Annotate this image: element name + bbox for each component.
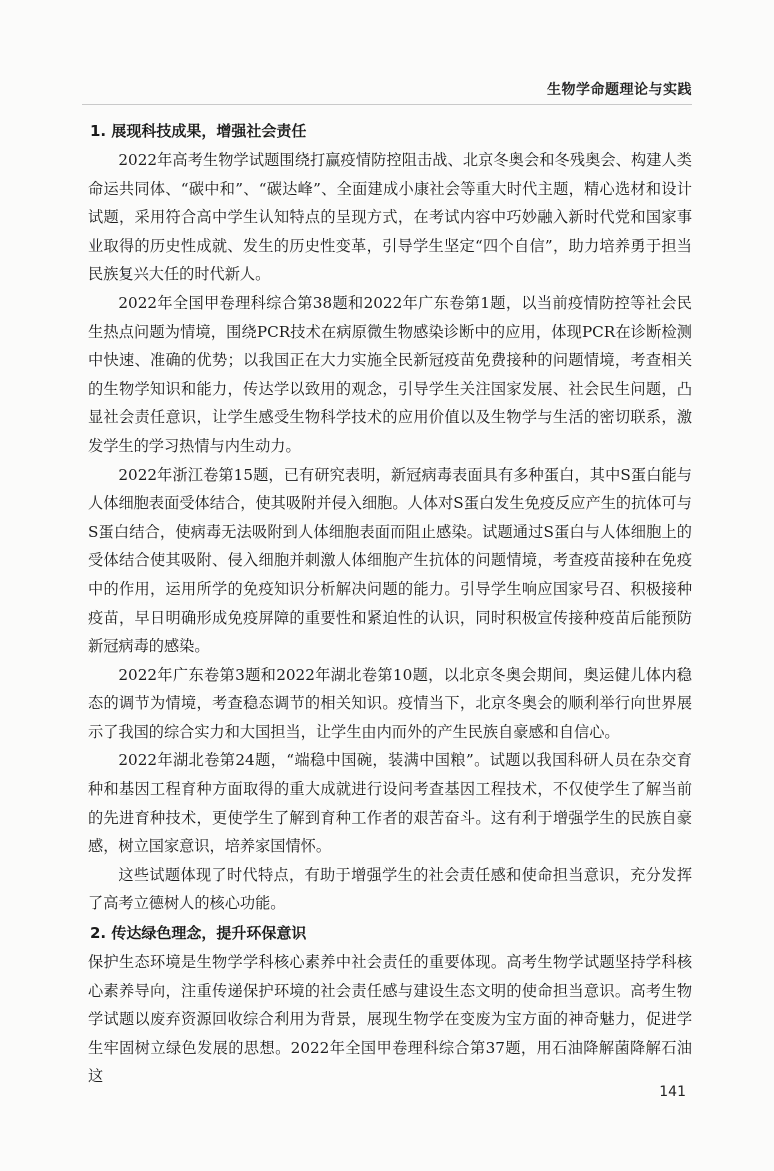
paragraph: 2022年广东卷第3题和2022年湖北卷第10题，以北京冬奥会期间，奥运健儿体内稳态的调节为情境，考查稳态调节的相关知识。疫情当下，北京冬奥会的顺利举行向世界展示了我国的综合实力和大国担当，让学生由内而外的产生民族自豪感和自信心。 xyxy=(88,665,692,741)
header-divider xyxy=(82,104,692,105)
paragraph: 保护生态环境是生物学学科核心素养中社会责任的重要体现。高考生物学试题坚持学科核心素养导向，注重传递保护环境的社会责任感与建设生态文明的使命担当意识。高考生物学试题以废弃资源回收综合利用为背景，展现生物学在变废为宝方面的神奇魅力，促进学生牢固树立绿色发展的思想。2022年全国甲卷理科综合第37题，用石油降解菌降解石油这 xyxy=(88,953,692,1086)
section-heading-2: 2. 传达绿色理念，提升环保意识 xyxy=(90,924,307,943)
section-heading-1: 1. 展现科技成果，增强社会责任 xyxy=(90,122,307,140)
paragraph: 2022年高考生物学试题围绕打赢疫情防控阻击战、北京冬奥会和冬残奥会、构建人类命运共同体、“碳中和”、“碳达峰”、全面建成小康社会等重大时代主题，精心选材和设计试题，采用符合高中学生认知特点的呈现方式，在考试内容中巧妙融入新时代党和国家事业取得的历史性成就、发生的历史性变革，引导学生坚定“四个自信”，助力培养勇于担当民族复兴大任的时代新人。 xyxy=(88,151,692,284)
paragraph: 2022年湖北卷第24题，“端稳中国碗，装满中国粮”。试题以我国科研人员在杂交育种和基因工程育种方面取得的重大成就进行设问考查基因工程技术，不仅使学生了解当前的先进育种技术，更使学生了解到育种工作者的艰苦奋斗。这有利于增强学生的民族自豪感，树立国家意识，培养家国情怀。 xyxy=(88,751,692,856)
paragraph: 2022年全国甲卷理科综合第38题和2022年广东卷第1题，以当前疫情防控等社会民生热点问题为情境，围绕PCR技术在病原微生物感染诊断中的应用，体现PCR在诊断检测中快速、准确的优势；以我国正在大力实施全民新冠疫苗免费接种的问题情境，考查相关的生物学知识和能力，传达学以致用的观念，引导学生关注国家发展、社会民生问题，凸显社会责任意识，让学生感受生物科学技术的应用价值以及生物学与生活的密切联系，激发学生的学习热情与内生动力。 xyxy=(88,293,692,455)
paragraph: 这些试题体现了时代特点，有助于增强学生的社会责任感和使命担当意识，充分发挥了高考立德树人的核心功能。 xyxy=(88,865,692,913)
page-number: 141 xyxy=(659,1084,686,1100)
body-text xyxy=(88,116,692,1091)
running-head-title: 生物学命题理论与实践 xyxy=(547,82,692,98)
paragraph: 2022年浙江卷第15题，已有研究表明，新冠病毒表面具有多种蛋白，其中S蛋白能与人体细胞表面受体结合，使其吸附并侵入细胞。人体对S蛋白发生免疫反应产生的抗体可与S蛋白结合，使病毒无法吸附到人体细胞表面而阻止感染。试题通过S蛋白与人体细胞上的受体结合使其吸附、侵入细胞并刺激人体细胞产生抗体的问题情境，考查疫苗接种在免疫中的作用，运用所学的免疫知识分析解决问题的能力。引导学生响应国家号召、积极接种疫苗，早日明确形成免疫屏障的重要性和紧迫性的认识，同时积极宣传接种疫苗后能预防新冠病毒的感染。 xyxy=(88,465,692,656)
